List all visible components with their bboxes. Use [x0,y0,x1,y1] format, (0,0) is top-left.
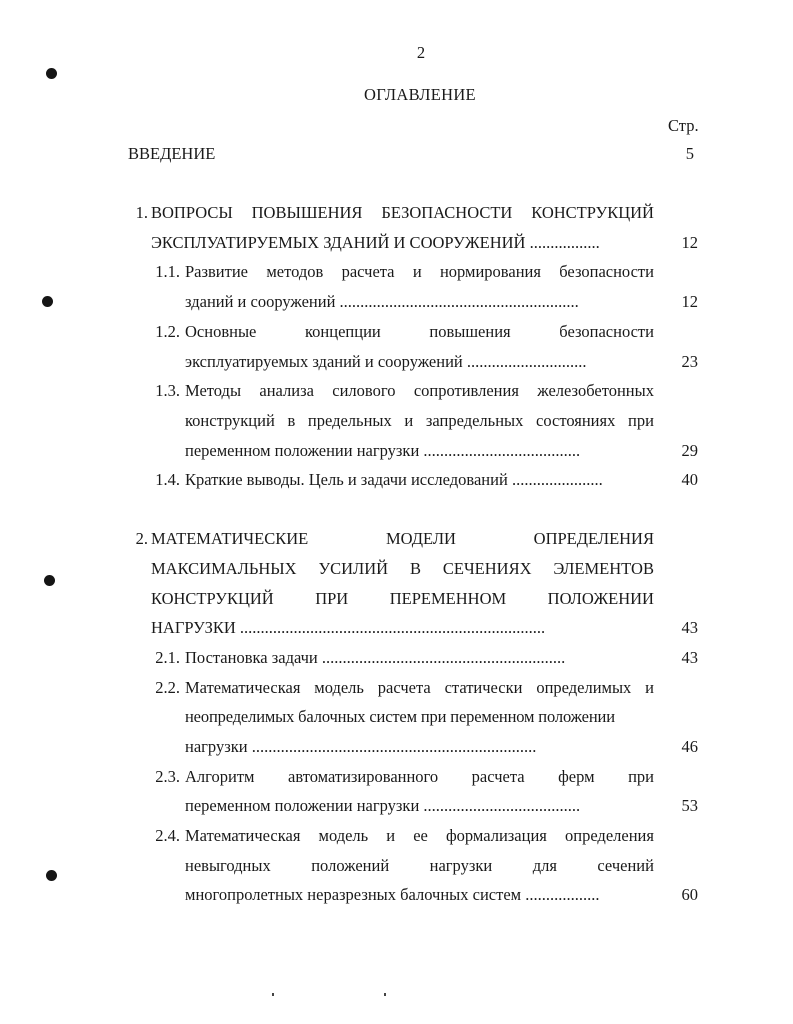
toc-label: многопролетных неразрезных балочных систем [185,885,522,904]
section-2-1-line1 [185,643,654,673]
word: ПЕРЕМЕННОМ [389,589,507,608]
section-2-3-number: 2.3. [155,767,180,786]
toc-page: 29 [681,441,698,460]
word: Развитие [185,262,249,281]
toc-entry-intro [128,139,215,169]
page-number: 2 [416,43,426,62]
section-1-2-number: 1.2. [155,322,180,341]
word: силового [332,381,396,400]
toc-label: эксплуатируемых зданий и сооружений [185,352,463,371]
section-2-2-line1 [185,673,654,703]
section-1-3-line2 [185,406,654,436]
word: Алгоритм [185,767,255,786]
dot-leader: ...................................... [419,441,581,460]
word: расчета [471,767,525,786]
chapter-1-title-line1 [151,198,654,228]
section-2-4-line3 [185,880,654,910]
word: и [412,262,422,281]
word: в [287,411,296,430]
word: Методы [185,381,242,400]
toc-page: 43 [681,618,698,637]
section-1-1-line2 [185,287,654,317]
word: повышения [429,322,511,341]
word: ВОПРОСЫ [151,203,233,222]
toc-page: 40 [681,470,698,489]
binder-hole-3 [44,575,55,586]
toc-label: переменном положении нагрузки [185,441,420,460]
word: состояниях [536,411,616,430]
word: для [532,856,557,875]
word: безопасности [559,322,654,341]
toc-page: 53 [681,796,698,815]
word: сечений [597,856,654,875]
section-1-3-line3 [185,436,654,466]
word: В [409,559,421,578]
section-1-1-number: 1.1. [155,262,180,281]
word: УСИЛИЙ [318,559,389,578]
toc-label: ВВЕДЕНИЕ [128,144,216,163]
word: МОДЕЛИ [385,529,456,548]
word: модель [318,826,369,845]
section-1-3-line1 [185,376,654,406]
section-1-2-line2 [185,347,654,377]
dot-leader: .......................................................... [335,292,579,311]
section-1-4-line1 [185,465,654,495]
dot-leader: ...................... [507,470,603,489]
word: конструкций [185,411,275,430]
word: анализа [259,381,314,400]
dot-leader: ..................................................................... [247,737,537,756]
word: Основные [185,322,257,341]
section-1-1-line1 [185,257,654,287]
dot-leader: ...................................... [419,796,581,815]
word: концепции [305,322,381,341]
scan-speck-2 [384,993,386,996]
word: МАКСИМАЛЬНЫХ [151,559,297,578]
word: запредельных [425,411,524,430]
section-2-2-line2 [185,702,654,732]
word: ПРИ [315,589,349,608]
word: статически [444,678,523,697]
word: предельных [307,411,392,430]
word: и [404,411,414,430]
word: автоматизированного [288,767,439,786]
toc-page: 12 [681,292,698,311]
toc-label: нагрузки [185,737,248,756]
chapter-2-number: 2. [135,529,148,548]
binder-hole-2 [42,296,53,307]
word: ПОЛОЖЕНИИ [547,589,654,608]
word: определения [564,826,654,845]
toc-label: НАГРУЗКИ [151,618,236,637]
toc-label: Постановка задачи [185,648,318,667]
word: Математическая [185,826,301,845]
chapter-1-number: 1. [135,203,148,222]
word: железобетонных [537,381,654,400]
toc-page: 60 [681,885,698,904]
scan-speck-1 [272,993,274,996]
word: положений [311,856,390,875]
section-1-3-number: 1.3. [155,381,180,400]
toc-page: 43 [681,648,698,667]
binder-hole-4 [46,870,57,881]
word: и [386,826,396,845]
dot-leader: .......................................................................... [235,618,546,637]
word: нормирования [439,262,541,281]
toc-label: Краткие выводы. Цель и задачи исследований [185,470,508,489]
section-2-1-number: 2.1. [155,648,180,667]
section-2-3-line2 [185,791,654,821]
dot-leader: ............................. [462,352,587,371]
word: сопротивления [413,381,519,400]
chapter-2-title-line2 [151,554,654,584]
word: БЕЗОПАСНОСТИ [381,203,513,222]
dot-leader: .................. [521,885,600,904]
word: расчета [341,262,395,281]
word: Математическая [185,678,301,697]
word: нагрузки [429,856,493,875]
dot-leader: ................. [525,233,600,252]
word: расчета [377,678,431,697]
dot-leader: ........................................................... [317,648,566,667]
word: КОНСТРУКЦИЙ [531,203,654,222]
binder-hole-1 [46,68,57,79]
toc-page: 5 [685,144,694,163]
section-2-4-line2 [185,851,654,881]
page-title: ОГЛАВЛЕНИЕ [364,85,476,104]
word: СЕЧЕНИЯХ [442,559,532,578]
word: ЭЛЕМЕНТОВ [553,559,654,578]
section-2-2-number: 2.2. [155,678,180,697]
section-1-4-number: 1.4. [155,470,180,489]
word: ОПРЕДЕЛЕНИЯ [533,529,654,548]
word: ферм [558,767,595,786]
toc-page: 12 [681,233,698,252]
word: при [628,767,654,786]
section-2-2-line3 [185,732,654,762]
toc-label: ЭКСПЛУАТИРУЕМЫХ ЗДАНИЙ И СООРУЖЕНИЙ [151,233,526,252]
word: безопасности [559,262,654,281]
word: КОНСТРУКЦИЙ [151,589,274,608]
chapter-2-title-line1 [151,524,654,554]
section-1-2-line1 [185,317,654,347]
word: определимых [536,678,632,697]
section-2-3-line1 [185,762,654,792]
word: и [645,678,654,697]
toc-label: неопределимых балочных систем при переменном положении [185,707,615,726]
word: невыгодных [185,856,271,875]
section-2-4-number: 2.4. [155,826,180,845]
toc-label: переменном положении нагрузки [185,796,420,815]
word: формализация [445,826,547,845]
toc-label: зданий и сооружений [185,292,336,311]
toc-page: 46 [681,737,698,756]
word: ПОВЫШЕНИЯ [251,203,363,222]
page-column-header: Стр. [668,116,699,135]
word: модель [314,678,364,697]
toc-page: 23 [681,352,698,371]
chapter-2-title-line3 [151,584,654,614]
word: МАТЕМАТИЧЕСКИЕ [151,529,309,548]
word: ее [413,826,428,845]
chapter-1-title-line2 [151,228,654,258]
word: методов [266,262,324,281]
word: при [628,411,654,430]
section-2-4-line1 [185,821,654,851]
chapter-2-title-line4 [151,613,654,643]
